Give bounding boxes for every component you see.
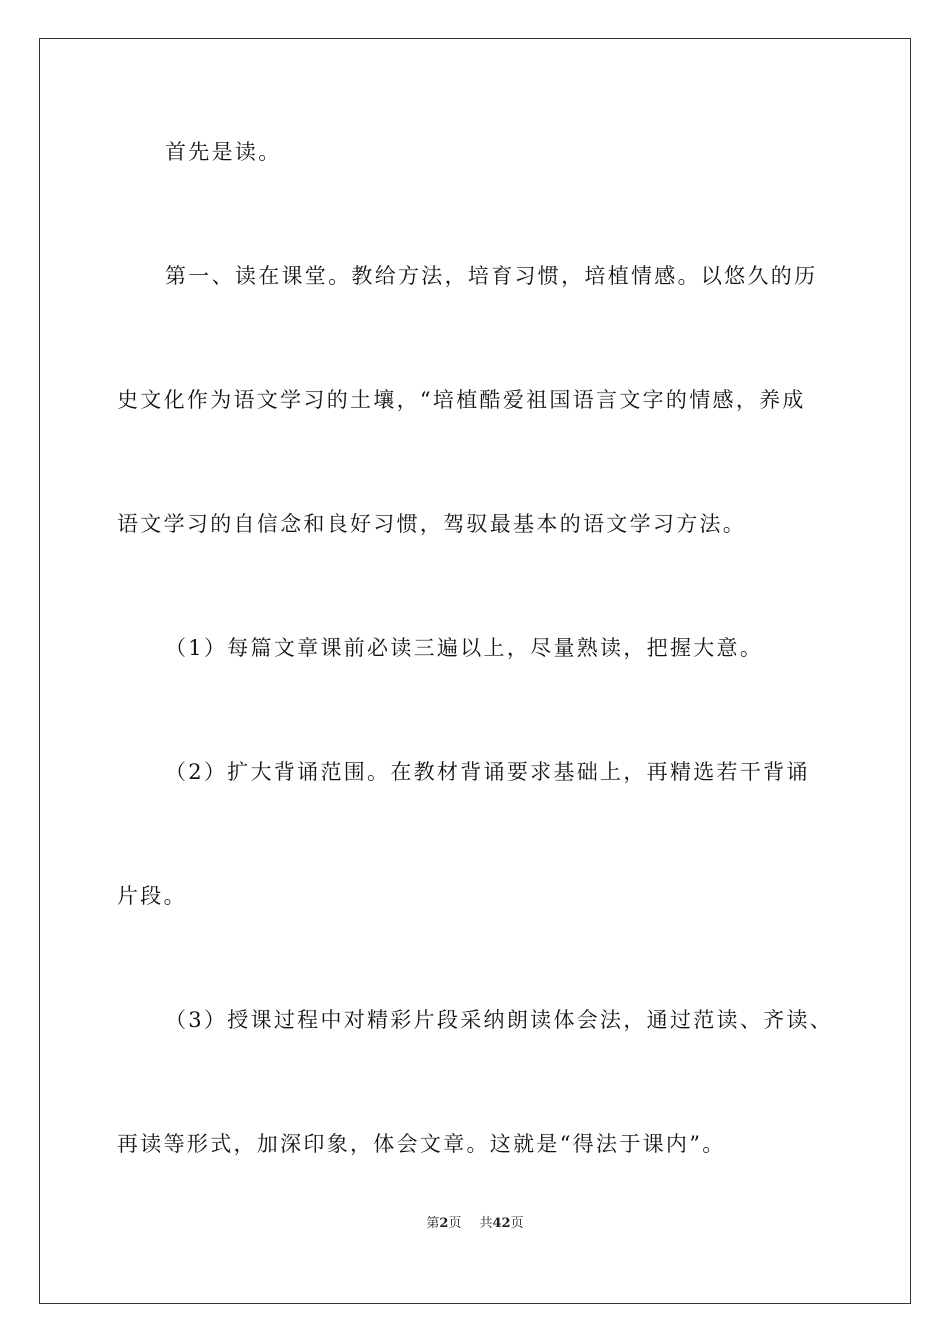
- list-item-1: （1）每篇文章课前必读三遍以上，尽量熟读，把握大意。: [165, 636, 764, 660]
- paragraph-line-3: 史文化作为语文学习的土壤，“培植酷爱祖国语言文字的情感，养成: [117, 388, 806, 412]
- paragraph-line-1: 首先是读。: [165, 140, 282, 164]
- page-footer: [0, 1215, 950, 1233]
- footer-total-pages: 42: [492, 1216, 511, 1231]
- list-item-3-continuation: 再读等形式，加深印象，体会文章。这就是“得法于课内”。: [117, 1132, 726, 1156]
- list-item-3: （3）授课过程中对精彩片段采纳朗读体会法，通过范读、齐读、: [165, 1008, 834, 1032]
- footer-page-prefix: 第: [426, 1216, 440, 1231]
- list-item-2: （2）扩大背诵范围。在教材背诵要求基础上，再精选若干背诵: [165, 760, 810, 784]
- footer-total-suffix: 页: [510, 1216, 524, 1231]
- paragraph-line-4: 语文学习的自信念和良好习惯，驾驭最基本的语文学习方法。: [117, 512, 747, 536]
- paragraph-line-2: 第一、读在课堂。教给方法，培育习惯，培植情感。以悠久的历: [165, 264, 818, 288]
- footer-page-suffix: 页: [448, 1216, 462, 1231]
- footer-page-number: 2: [439, 1216, 449, 1231]
- page-frame: [39, 38, 911, 1304]
- list-item-2-continuation: 片段。: [117, 884, 187, 908]
- footer-total-prefix: 共: [479, 1216, 493, 1231]
